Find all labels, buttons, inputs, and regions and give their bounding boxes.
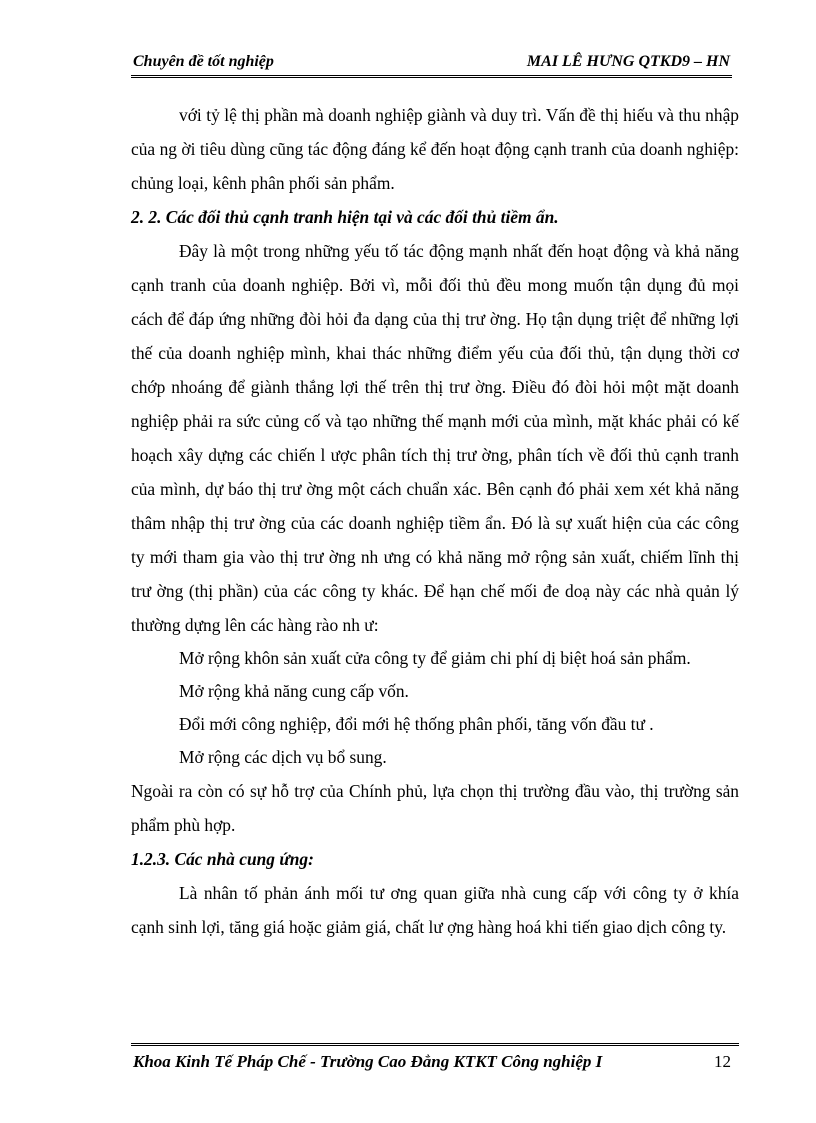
paragraph-1: với tỷ lệ thị phần mà doanh nghiệp giành và duy trì. Vấn đề thị hiếu và thu nhập của ng ời tiêu dùng cũng tác động đáng kể đến hoạt động cạnh tranh của doanh nghiệp: chủng loại, kênh phân phối sản phẩm.	[131, 105, 739, 193]
page-footer	[131, 1043, 739, 1074]
list-item: Mở rộng các dịch vụ bổ sung.	[179, 747, 387, 767]
header-title: Chuyên đề tốt nghiệp	[133, 53, 274, 70]
page-header	[131, 51, 732, 78]
page-body	[131, 98, 739, 944]
paragraph-4: Là nhân tố phản ánh mối tư ơng quan giữa nhà cung cấp với công ty ở khía cạnh sinh lợi, tăng giá hoặc giảm giá, chất lư ợng hàng hoá khi tiến giao dịch công ty.	[131, 883, 739, 937]
section-heading-2-2: 2. 2. Các đối thủ cạnh tranh hiện tại và các đối thủ tiềm ẩn.	[131, 207, 559, 227]
list-item: Đổi mới công nghiệp, đổi mới hệ thống phân phối, tăng vốn đầu tư .	[179, 714, 654, 734]
footer-institution: Khoa Kinh Tế Pháp Chế - Trường Cao Đẳng KTKT Công nghiệp I	[133, 1052, 603, 1071]
paragraph-3: Ngoài ra còn có sự hỗ trợ của Chính phủ, lựa chọn thị trường đầu vào, thị trường sản phẩm phù hợp.	[131, 781, 739, 835]
header-author: MAI LÊ HƯNG QTKD9 – HN	[526, 53, 730, 70]
paragraph-2: Đây là một trong những yếu tố tác động mạnh nhất đến hoạt động và khả năng cạnh tranh của doanh nghiệp. Bởi vì, mỗi đối thủ đều mong muốn tận dụng đủ mọi cách để đáp ứng những đòi hỏi đa dạng của thị trư ờng. Họ tận dụng triệt để những lợi thế của doanh nghiệp mình, khai thác những điểm yếu của đối thủ, tận dụng thời cơ chớp nhoáng để giành thắng lợi thế trên thị trư ờng. Điều đó đòi hỏi một mặt doanh nghiệp phải ra sức củng cố và tạo những thế mạnh mới của mình, mặt khác phải có kế hoạch xây dựng các chiến l ược phân tích thị trư ờng, phân tích về đối thủ cạnh tranh của mình, dự báo thị trư ờng một cách chuẩn xác. Bên cạnh đó phải xem xét khả năng thâm nhập thị trư ờng của các doanh nghiệp tiềm ẩn. Đó là sự xuất hiện của các công ty mới tham gia vào thị trư ờng nh ưng có khả năng mở rộng sản xuất, chiếm lĩnh thị trư ờng (thị phần) của các công ty khác. Để hạn chế mối đe doạ này các nhà quản lý thường dựng lên các hàng rào nh ư:	[131, 241, 739, 635]
page-number: 12	[714, 1052, 731, 1071]
list-item: Mở rộng khôn sản xuất cửa công ty để giảm chi phí dị biệt hoá sản phẩm.	[179, 648, 691, 668]
section-heading-1-2-3: 1.2.3. Các nhà cung ứng:	[131, 849, 314, 869]
list-item: Mở rộng khả năng cung cấp vốn.	[179, 681, 409, 701]
